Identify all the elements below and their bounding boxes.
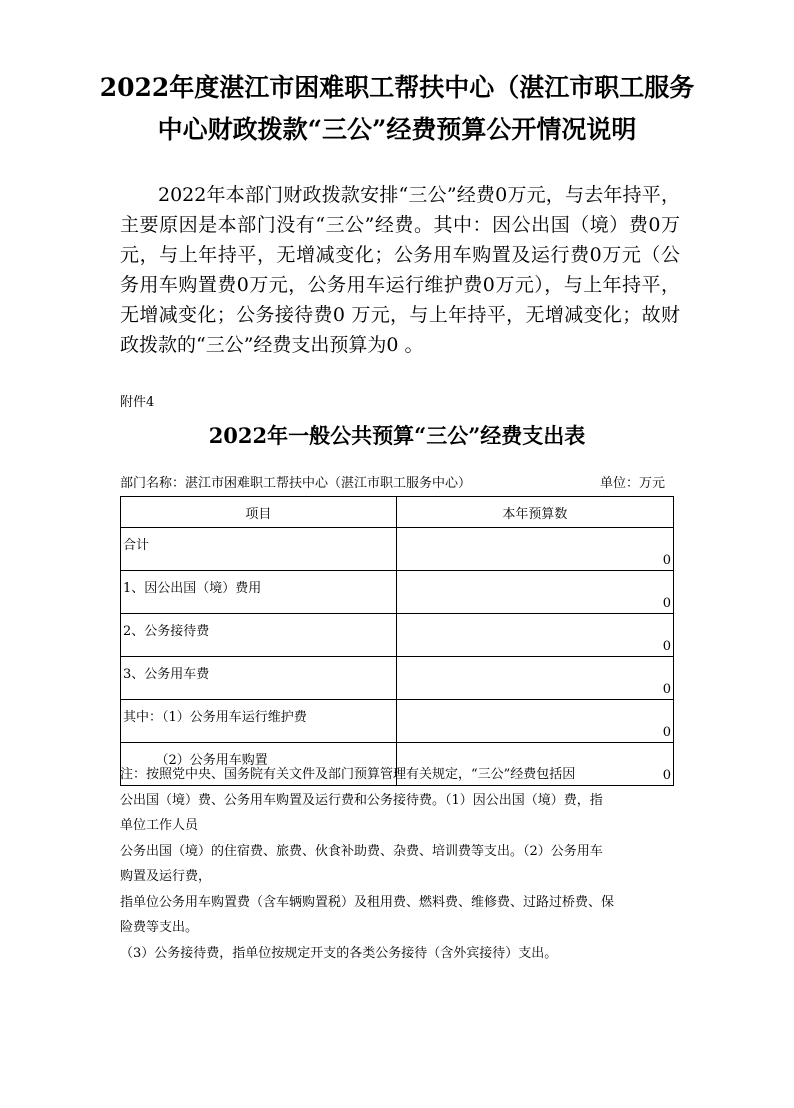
row-value: 0 xyxy=(396,614,673,657)
row-item: 1、因公出国（境）费用 xyxy=(121,571,397,614)
document-title-line-2: 中心财政拨款“三公”经费预算公开情况说明 xyxy=(157,115,637,144)
row-item: 3、公务用车费 xyxy=(121,657,397,700)
row-value: 0 xyxy=(396,528,673,571)
row-item: 其中：（1）公务用车运行维护费 xyxy=(121,700,397,743)
row-item: 2、公务接待费 xyxy=(121,614,397,657)
table-row xyxy=(121,571,674,614)
footnote-line: 公出国（境）费、公务用车购置及运行费和公务接待费。（1）因公出国（境）费，指 xyxy=(120,792,603,808)
row-value: 0 xyxy=(396,743,673,786)
footnote-line: 注：按照党中央、国务院有关文件及部门预算管理有关规定，“三公”经费包括因 xyxy=(120,767,576,782)
unit-label: 单位：万元 xyxy=(600,476,666,491)
table-header-row xyxy=(121,497,674,528)
footnote-line: 指单位公务用车购置费（含车辆购置税）及租用费、燃料费、维修费、过路过桥费、保 xyxy=(120,894,615,910)
footnote-line: 单位工作人员 xyxy=(120,818,199,833)
attachment-label: 附件4 xyxy=(120,395,155,410)
footnote-line: 购置及运行费， xyxy=(120,869,212,884)
footnote-line: （3）公务接待费，指单位按规定开支的各类公务接待（含外宾接待）支出。 xyxy=(120,945,558,961)
explanation-paragraph: 2022年本部门财政拨款安排“三公”经费0万元，与去年持平，主要原因是本部门没有“三公”经费。其中：因公出国（境）费0万元，与上年持平，无增减变化；公务用车购置及运行费0万元（公务用车购置费0万元，公务用车运行维护费0万元），与上年持平，无增减变化；公务接待费0 万元，与上年持平，无增减变化；故财政拨款的“三公”经费支出预算为0 。 xyxy=(120,184,680,356)
table-row xyxy=(121,528,674,571)
footnote-line: 险费等支出。 xyxy=(120,920,199,935)
row-value: 0 xyxy=(396,657,673,700)
document-title-line-1: 2022年度湛江市困难职工帮扶中心（湛江市职工服务 xyxy=(99,73,695,102)
table-row xyxy=(121,614,674,657)
department-name: 部门名称：湛江市困难职工帮扶中心（湛江市职工服务中心） xyxy=(120,476,472,491)
row-item: （2）公务用车购置 xyxy=(121,743,397,786)
footnote-line: 公务出国（境）的住宿费、旅费、伙食补助费、杂费、培训费等支出。（2）公务用车 xyxy=(120,843,603,859)
row-value: 0 xyxy=(396,571,673,614)
table-row xyxy=(121,700,674,743)
header-item: 项目 xyxy=(121,497,397,528)
row-item: 合计 xyxy=(121,528,397,571)
budget-table xyxy=(120,496,674,786)
footnote xyxy=(120,762,680,966)
header-budget: 本年预算数 xyxy=(396,497,673,528)
table-title: 2022年一般公共预算“三公”经费支出表 xyxy=(208,423,586,448)
row-value: 0 xyxy=(396,700,673,743)
table-row xyxy=(121,657,674,700)
